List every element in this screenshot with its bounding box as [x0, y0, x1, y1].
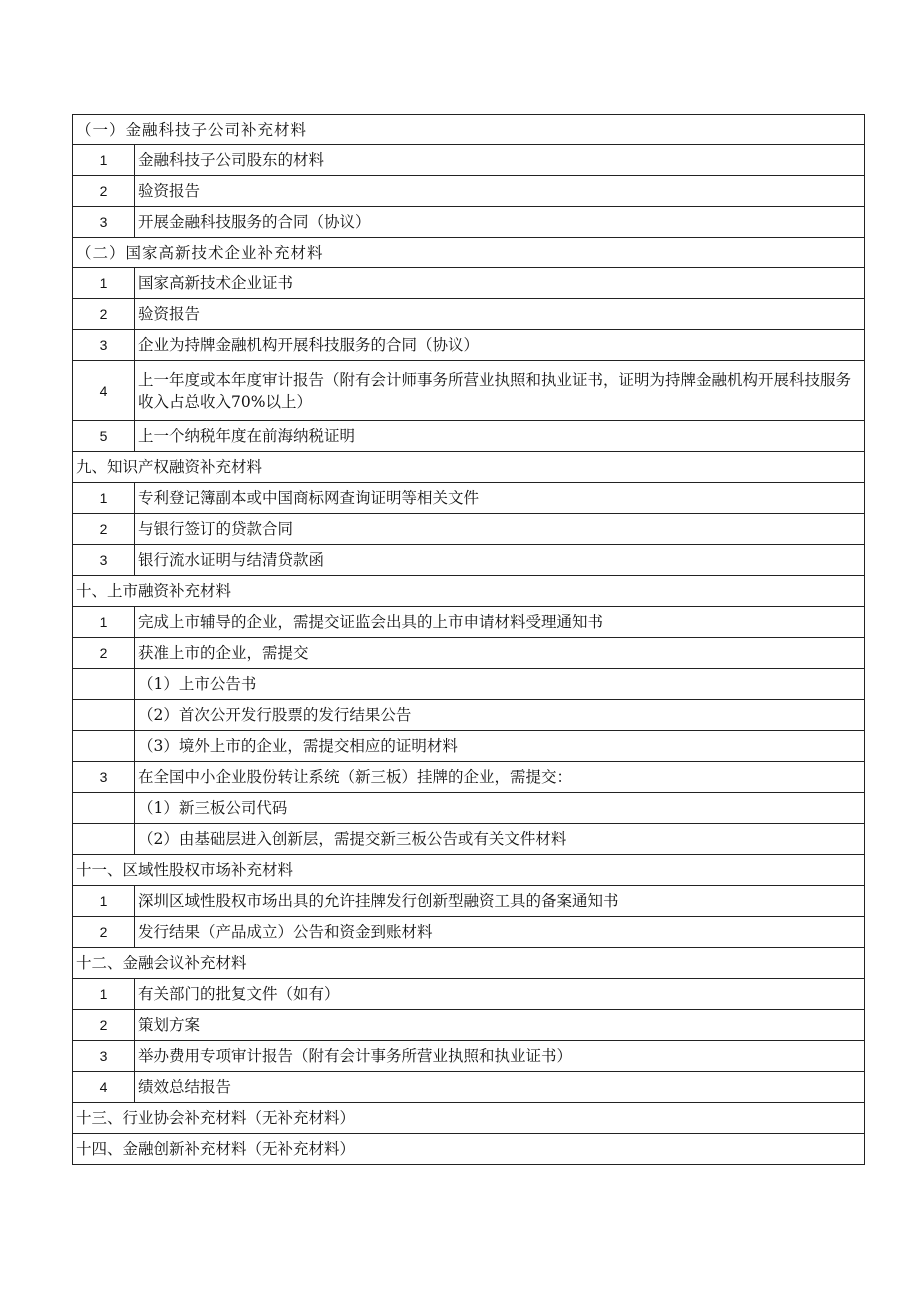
item-number: 4 — [73, 361, 135, 421]
item-number: 2 — [73, 176, 135, 207]
item-number: 1 — [73, 607, 135, 638]
subsection-header-row — [73, 238, 865, 268]
item-text: 策划方案 — [135, 1010, 865, 1041]
subsection-title: （一）金融科技子公司补充材料 — [73, 115, 865, 145]
sub-item-row — [73, 793, 865, 824]
table-row — [73, 145, 865, 176]
item-text: 有关部门的批复文件（如有） — [135, 979, 865, 1010]
sub-item-text: （1）上市公告书 — [135, 669, 865, 700]
section-header-row — [73, 1103, 865, 1134]
sub-item-text: （2）首次公开发行股票的发行结果公告 — [135, 700, 865, 731]
sub-item-row — [73, 700, 865, 731]
section-title: 十、上市融资补充材料 — [73, 576, 865, 607]
empty-number-cell — [73, 700, 135, 731]
table-row — [73, 607, 865, 638]
table-row — [73, 1041, 865, 1072]
subsection-title: （二）国家高新技术企业补充材料 — [73, 238, 865, 268]
table-row — [73, 483, 865, 514]
table-row — [73, 176, 865, 207]
table-row — [73, 299, 865, 330]
table-row — [73, 514, 865, 545]
sub-item-text: （2）由基础层进入创新层，需提交新三板公告或有关文件材料 — [135, 824, 865, 855]
item-number: 1 — [73, 145, 135, 176]
item-text: 上一个纳税年度在前海纳税证明 — [135, 421, 865, 452]
section-title: 十一、区域性股权市场补充材料 — [73, 855, 865, 886]
item-text: 开展金融科技服务的合同（协议） — [135, 207, 865, 238]
empty-number-cell — [73, 824, 135, 855]
sub-item-row — [73, 731, 865, 762]
table-row — [73, 421, 865, 452]
item-text: 专利登记簿副本或中国商标网查询证明等相关文件 — [135, 483, 865, 514]
item-text: 完成上市辅导的企业，需提交证监会出具的上市申请材料受理通知书 — [135, 607, 865, 638]
table-row — [73, 638, 865, 669]
table-row — [73, 545, 865, 576]
table-row — [73, 268, 865, 299]
table-row — [73, 979, 865, 1010]
item-text: 验资报告 — [135, 176, 865, 207]
item-number: 1 — [73, 886, 135, 917]
section-title: 十三、行业协会补充材料（无补充材料） — [73, 1103, 865, 1134]
item-text: 深圳区域性股权市场出具的允许挂牌发行创新型融资工具的备案通知书 — [135, 886, 865, 917]
table-row — [73, 762, 865, 793]
item-number: 1 — [73, 268, 135, 299]
item-text: 发行结果（产品成立）公告和资金到账材料 — [135, 917, 865, 948]
item-text: 验资报告 — [135, 299, 865, 330]
item-text: 绩效总结报告 — [135, 1072, 865, 1103]
section-title: 十四、金融创新补充材料（无补充材料） — [73, 1134, 865, 1165]
item-number: 4 — [73, 1072, 135, 1103]
table-row — [73, 207, 865, 238]
empty-number-cell — [73, 669, 135, 700]
table-row — [73, 361, 865, 421]
item-number: 2 — [73, 514, 135, 545]
item-text: 银行流水证明与结清贷款函 — [135, 545, 865, 576]
item-number: 5 — [73, 421, 135, 452]
item-number: 3 — [73, 1041, 135, 1072]
item-number: 1 — [73, 483, 135, 514]
item-number: 3 — [73, 207, 135, 238]
section-title: 十二、金融会议补充材料 — [73, 948, 865, 979]
item-text: 与银行签订的贷款合同 — [135, 514, 865, 545]
item-number: 3 — [73, 545, 135, 576]
item-number: 2 — [73, 1010, 135, 1041]
empty-number-cell — [73, 731, 135, 762]
item-text: 举办费用专项审计报告（附有会计事务所营业执照和执业证书） — [135, 1041, 865, 1072]
section-title: 九、知识产权融资补充材料 — [73, 452, 865, 483]
subsection-header-row — [73, 115, 865, 145]
item-text: 在全国中小企业股份转让系统（新三板）挂牌的企业，需提交： — [135, 762, 865, 793]
item-text: 获准上市的企业，需提交 — [135, 638, 865, 669]
sub-item-text: （1）新三板公司代码 — [135, 793, 865, 824]
empty-number-cell — [73, 793, 135, 824]
section-header-row — [73, 855, 865, 886]
item-number: 2 — [73, 917, 135, 948]
item-number: 2 — [73, 299, 135, 330]
table-row — [73, 917, 865, 948]
item-number: 1 — [73, 979, 135, 1010]
item-number: 2 — [73, 638, 135, 669]
item-number: 3 — [73, 330, 135, 361]
item-text: 国家高新技术企业证书 — [135, 268, 865, 299]
section-header-row — [73, 1134, 865, 1165]
sub-item-text: （3）境外上市的企业，需提交相应的证明材料 — [135, 731, 865, 762]
item-text: 企业为持牌金融机构开展科技服务的合同（协议） — [135, 330, 865, 361]
section-header-row — [73, 452, 865, 483]
item-text: 金融科技子公司股东的材料 — [135, 145, 865, 176]
table-row — [73, 330, 865, 361]
sub-item-row — [73, 669, 865, 700]
table-row — [73, 1010, 865, 1041]
materials-table — [72, 114, 865, 1165]
materials-table-body — [73, 115, 865, 1165]
sub-item-row — [73, 824, 865, 855]
section-header-row — [73, 576, 865, 607]
item-number: 3 — [73, 762, 135, 793]
item-text: 上一年度或本年度审计报告（附有会计师事务所营业执照和执业证书，证明为持牌金融机构开展科技服务收入占总收入70%以上） — [135, 361, 865, 421]
table-row — [73, 886, 865, 917]
section-header-row — [73, 948, 865, 979]
table-row — [73, 1072, 865, 1103]
